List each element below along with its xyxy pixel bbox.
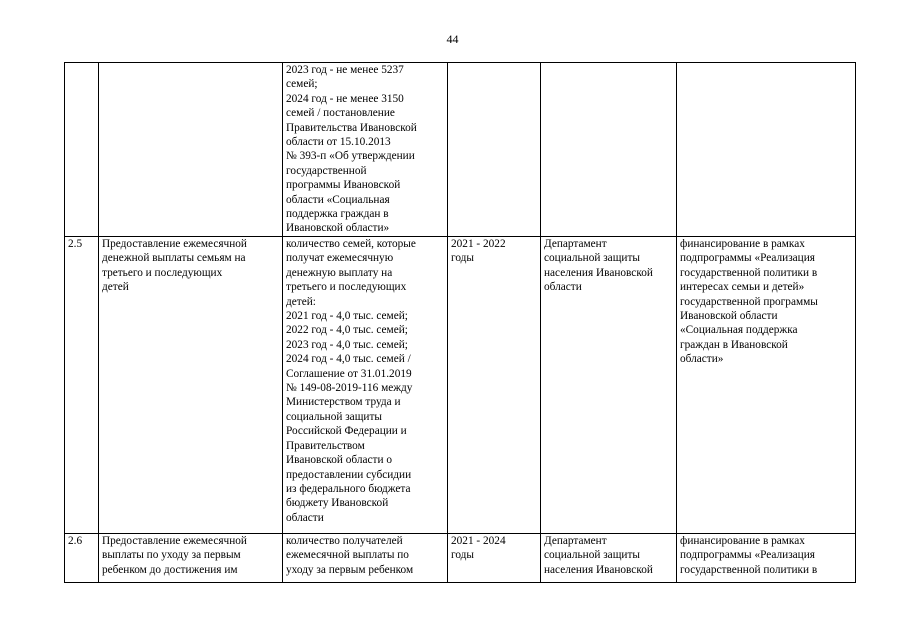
text-line: Соглашение от 31.01.2019 <box>286 367 412 380</box>
period-cell <box>448 534 541 583</box>
text-line: 2022 год - 4,0 тыс. семей; <box>286 324 408 337</box>
text-line: Предоставление ежемесячной <box>102 238 247 250</box>
text-line: 2021 - 2024 <box>451 535 506 547</box>
page-number: 44 <box>446 32 459 46</box>
text-line: Ивановской области» <box>286 222 390 235</box>
text-line: социальной защиты <box>286 410 382 423</box>
text-line: № 393-п «Об утверждении <box>286 150 415 163</box>
text-line: 2.5 <box>68 238 83 250</box>
text-line: населения Ивановской <box>544 266 653 279</box>
text-line: финансирование в рамках <box>680 535 805 547</box>
text-line: области <box>544 281 582 294</box>
row-number-cell <box>65 63 99 237</box>
text-line: социальной защиты <box>544 252 640 265</box>
text-line: государственной политики в <box>680 266 818 279</box>
text-line: Ивановской области о <box>286 454 393 467</box>
text-line: ежемесячной выплаты по <box>286 549 409 562</box>
text-line: количество получателей <box>286 535 403 547</box>
period-cell <box>448 63 541 237</box>
text-line: третьего и последующих <box>102 266 223 279</box>
text-line: 2021 год - 4,0 тыс. семей; <box>286 310 408 323</box>
text-line: поддержка граждан в <box>286 208 389 221</box>
text-line: получат ежемесячную <box>286 252 394 265</box>
text-line: «Социальная поддержка <box>680 324 798 337</box>
row-number-cell <box>65 534 99 583</box>
text-line: 2021 - 2022 <box>451 238 506 250</box>
text-line: подпрограммы «Реализация <box>680 252 815 265</box>
table-row <box>65 63 856 237</box>
text-line: ребенком до достижения им <box>102 563 238 576</box>
text-line: государственной программы <box>680 295 818 308</box>
text-line: Правительства Ивановской <box>286 121 417 134</box>
text-line: Департамент <box>544 238 607 250</box>
measure-name-cell <box>99 63 283 237</box>
financing-cell <box>677 534 856 583</box>
indicator-cell <box>283 534 448 583</box>
text-line: Российской Федерации и <box>286 425 407 438</box>
indicator-cell <box>283 63 448 237</box>
text-line: количество семей, которые <box>286 238 416 250</box>
text-line: Правительством <box>286 439 365 452</box>
executor-cell <box>541 63 677 237</box>
table-row <box>65 534 856 583</box>
text-line: Ивановской области <box>680 310 778 323</box>
text-line: социальной защиты <box>544 549 640 562</box>
financing-cell <box>677 63 856 237</box>
executor-cell <box>541 237 677 534</box>
text-line: семей / постановление <box>286 107 395 120</box>
text-line: детей <box>102 281 129 294</box>
text-line: Министерством труда и <box>286 396 401 409</box>
text-line: детей: <box>286 295 316 308</box>
text-line: граждан в Ивановской <box>680 338 788 351</box>
row-number-cell <box>65 237 99 534</box>
financing-cell <box>677 237 856 534</box>
table-row <box>65 237 856 534</box>
text-line: годы <box>451 252 475 265</box>
text-line: 2.6 <box>68 535 83 547</box>
text-line: интересах семьи и детей» <box>680 281 805 294</box>
measure-name-cell <box>99 237 283 534</box>
measures-table <box>64 62 856 583</box>
executor-cell <box>541 534 677 583</box>
text-line: населения Ивановской <box>544 563 653 576</box>
text-line: Предоставление ежемесячной <box>102 535 247 547</box>
text-line: денежной выплаты семьям на <box>102 252 246 265</box>
text-line: 2023 год - не менее 5237 <box>286 64 404 76</box>
indicator-cell <box>283 237 448 534</box>
text-line: № 149-08-2019-116 между <box>286 382 413 395</box>
text-line: 2024 год - 4,0 тыс. семей / <box>286 353 411 366</box>
text-line: 2023 год - 4,0 тыс. семей; <box>286 338 408 351</box>
text-line: Департамент <box>544 535 607 547</box>
text-line: области от 15.10.2013 <box>286 136 391 149</box>
text-line: уходу за первым ребенком <box>286 563 414 576</box>
text-line: выплаты по уходу за первым <box>102 549 241 562</box>
measure-name-cell <box>99 534 283 583</box>
period-cell <box>448 237 541 534</box>
text-line: области «Социальная <box>286 193 390 206</box>
text-line: семей; <box>286 78 318 91</box>
text-line: годы <box>451 549 475 562</box>
text-line: подпрограммы «Реализация <box>680 549 815 562</box>
text-line: области <box>286 511 324 524</box>
text-line: 2024 год - не менее 3150 <box>286 92 404 105</box>
text-line: области» <box>680 353 724 366</box>
text-line: государственной <box>286 164 367 177</box>
text-line: денежную выплату на <box>286 266 393 279</box>
text-line: из федерального бюджета <box>286 482 411 495</box>
text-line: программы Ивановской <box>286 179 401 192</box>
text-line: бюджету Ивановской <box>286 497 389 510</box>
text-line: третьего и последующих <box>286 281 407 294</box>
text-line: финансирование в рамках <box>680 238 805 250</box>
text-line: предоставлении субсидии <box>286 468 412 481</box>
text-line: государственной политики в <box>680 563 818 576</box>
